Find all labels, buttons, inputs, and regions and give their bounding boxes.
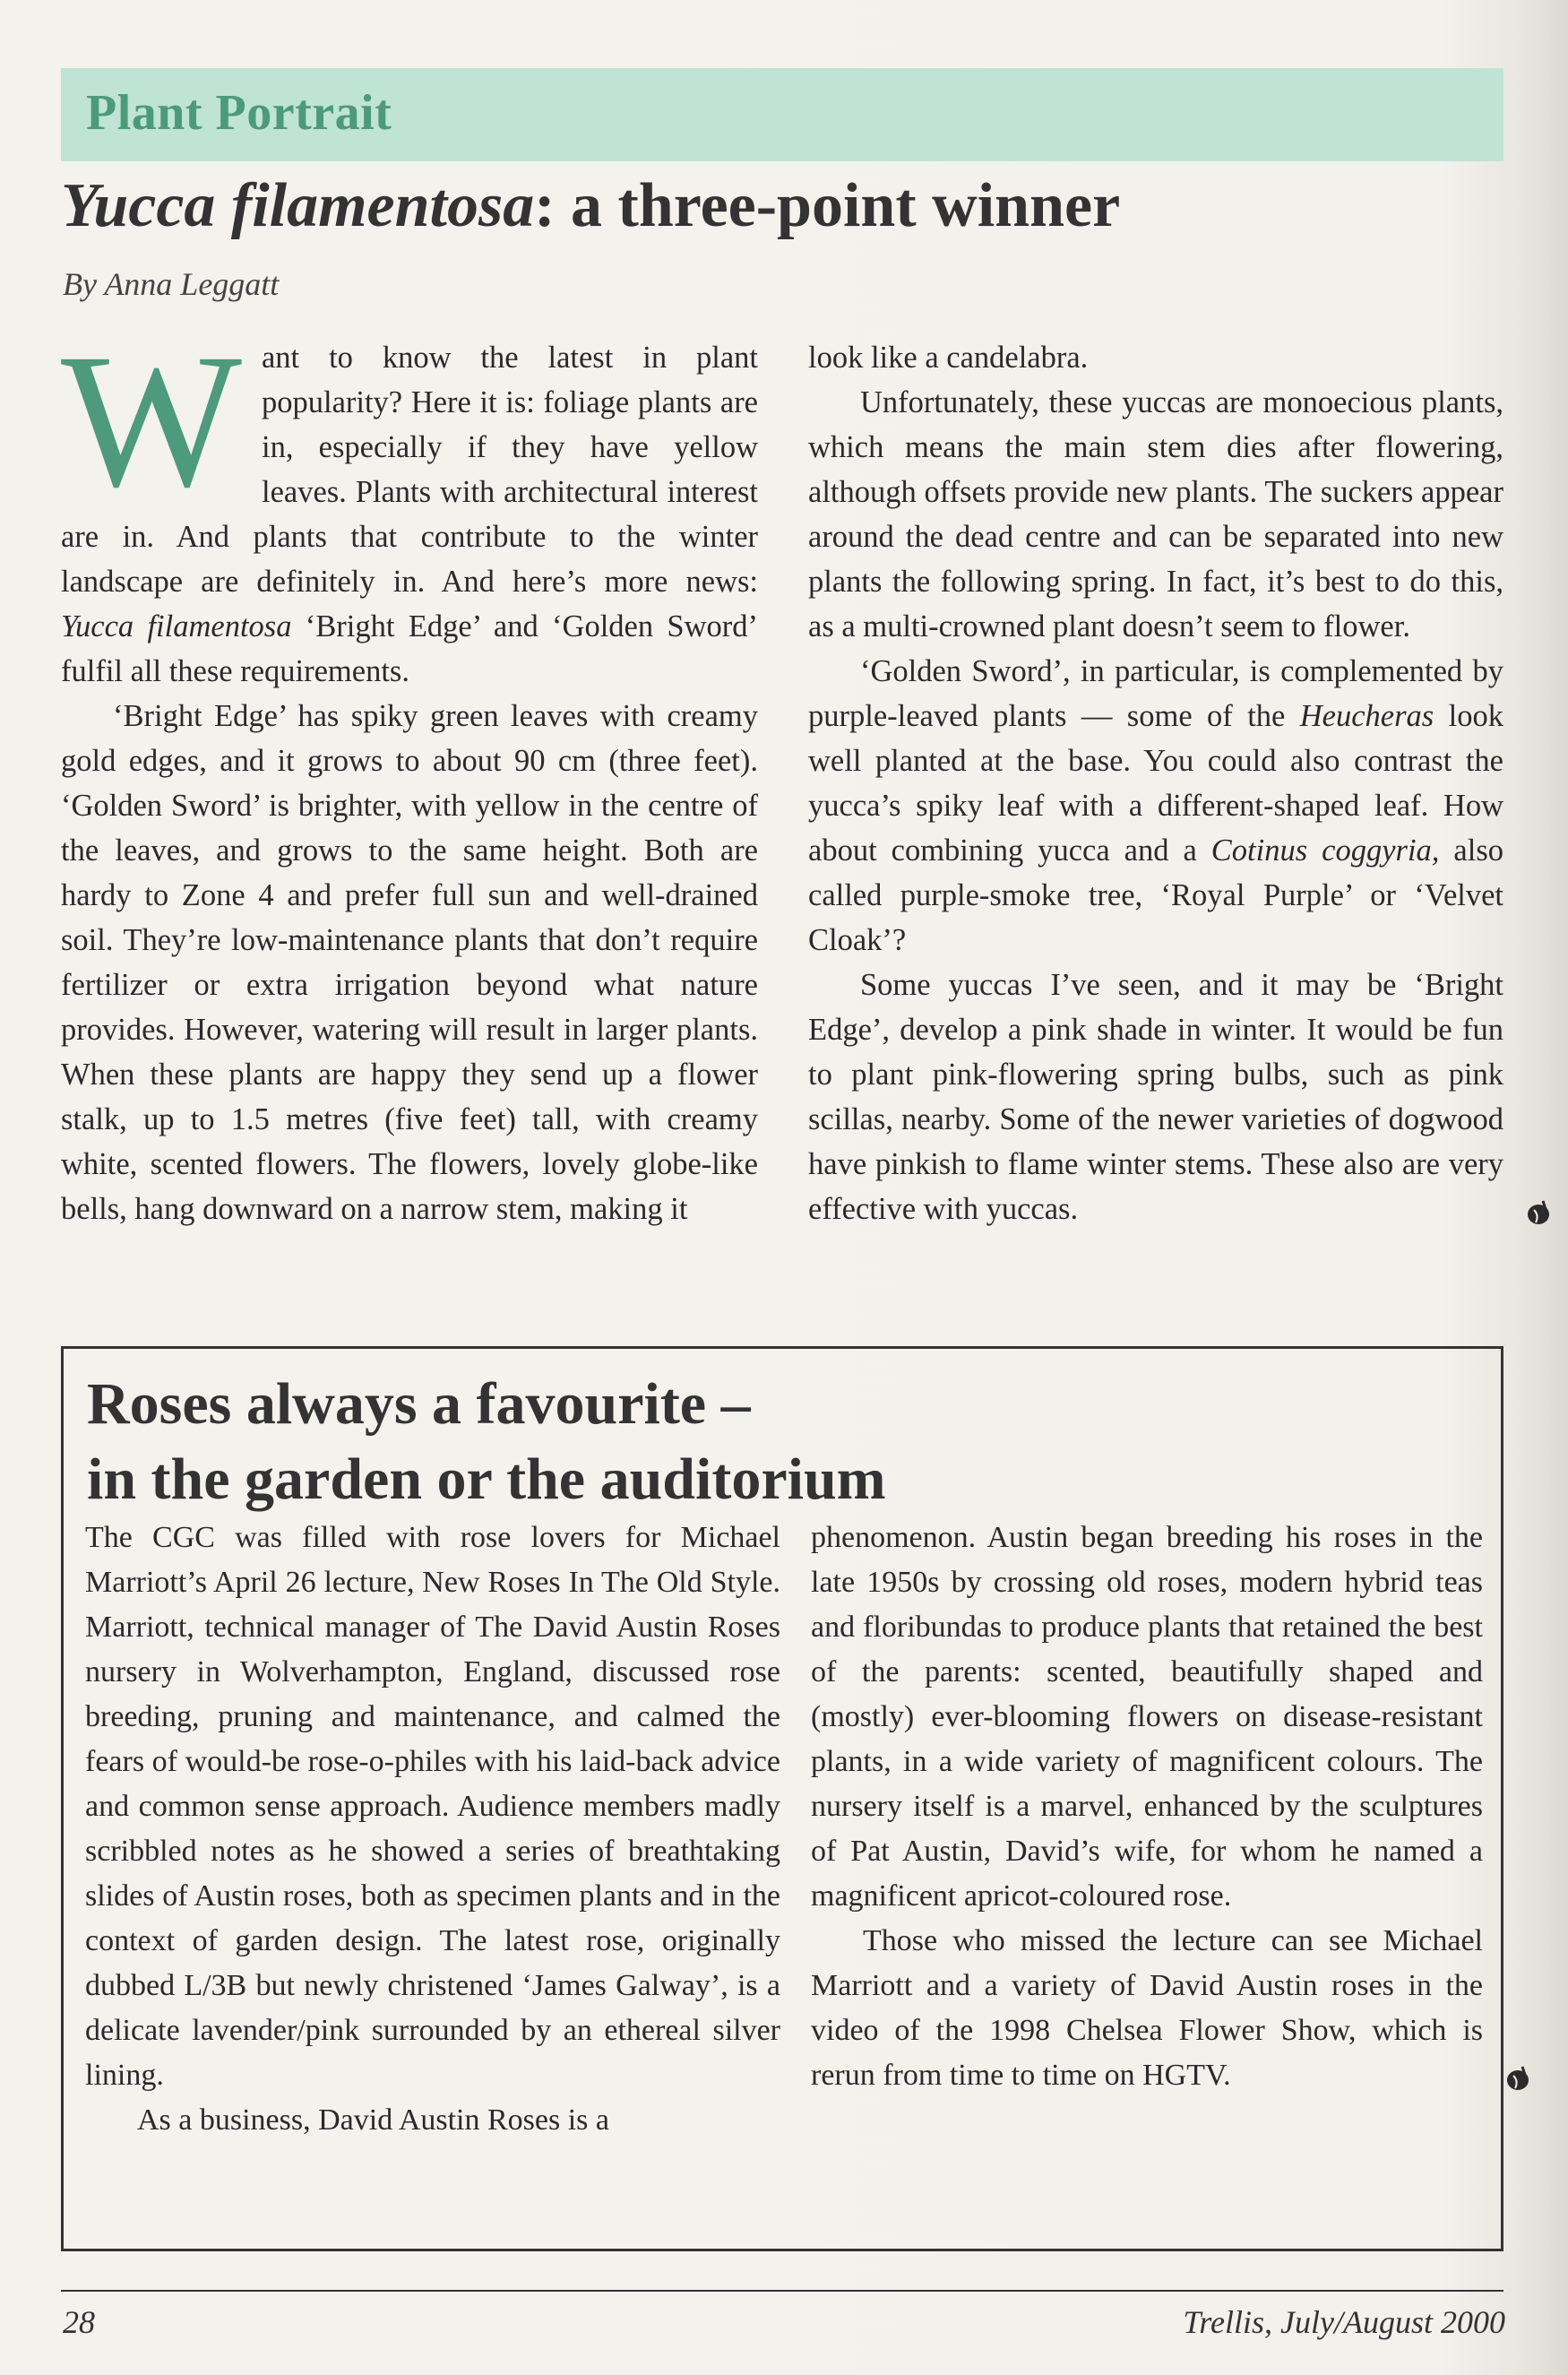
article-paragraph: Unfortunately, these yuccas are monoecious plants, which means the main stem dies after flowering, although offsets provide new plants. The suckers appear around the dead centre and can be separated into new plants the following spring. In fact, it’s best to do this, as a multi-crowned plant doesn’t seem to flower.: [808, 385, 1503, 643]
plant-name-italic: Heucheras: [1299, 699, 1434, 733]
sidebar-paragraph: The CGC was filled with rose lovers for Michael Marriott’s April 26 lecture, New Roses In The Old Style. Marriott, technical manager of The David Austin Roses nursery in Wolverhampton, England, discussed rose breeding, pruning and maintenance, and calmed the fears of would-be rose-o-philes with his laid-back advice and common sense approach. Audience members madly scribbled notes as he showed a series of breathtaking slides of Austin roses, both as specimen plants and in the context of garden design. The latest rose, originally dubbed L/3B but newly christened ‘James Galway’, is a delicate lavender/pink surrounded by an ethereal silver lining.: [85, 1521, 780, 2092]
paragraph-text: look well planted at the base. You could also contrast the yucca’s spiky leaf with a different-shaped leaf. How about combining yucca and a: [808, 699, 1503, 868]
sidebar-title-line: in the garden or the auditorium: [87, 1447, 886, 1512]
article-paragraph: [61, 315, 759, 694]
plant-name-italic: Yucca filamentosa: [61, 609, 292, 643]
sidebar-title-line: Roses always a favourite –: [87, 1371, 751, 1437]
leaf-end-icon: [1473, 1196, 1503, 1226]
page-number: 28: [63, 2304, 95, 2340]
paragraph-text: ‘Golden Sword’, in particular, is complemented by purple-leaved plants — some of the: [808, 654, 1503, 733]
section-banner: [61, 68, 1503, 161]
publication-info: Trellis, July/August 2000: [1183, 2304, 1505, 2340]
article-paragraph: look like a candelabra.: [808, 341, 1089, 375]
byline: By Anna Leggatt: [63, 266, 280, 302]
paragraph-text: ant to know the latest in plant popularity? Here it is: foliage plants are in, especially if they have yellow leaves. Plants with architectural interest are in. And plants that contribute to the winter landscape are definitely in. And here’s more news:: [61, 341, 758, 599]
paragraph-text: also called purple-smoke tree, ‘Royal Purple’ or ‘Velvet Cloak’?: [808, 833, 1503, 957]
sidebar-column-left: [85, 1516, 780, 2143]
sidebar-paragraph: As a business, David Austin Roses is a: [137, 2103, 609, 2137]
paragraph-text: ‘Bright Edge’ and ‘Golden Sword’ fulfil all these requirements.: [61, 609, 759, 688]
sidebar-title: [87, 1367, 1162, 1517]
article-paragraph: [808, 963, 1503, 1231]
sidebar-column-right: [811, 1516, 1483, 2098]
sidebar-box: [61, 1346, 1503, 2251]
leaf-end-icon: [1452, 2062, 1483, 2093]
article-paragraph: ‘Bright Edge’ has spiky green leaves with creamy gold edges, and it grows to about 90 cm (three feet). ‘Golden Sword’ is brighter, with yellow in the centre of the leaves, and grows to the same height. Both are hardy to Zone 4 and prefer full sun and well-drained soil. They’re low-maintenance plants that don’t require fertilizer or extra irrigation beyond what nature provides. However, watering will result in larger plants. When these plants are happy they send up a flower stalk, up to 1.5 metres (five feet) tall, with creamy white, scented flowers. The flowers, lovely globe-like bells, hang downward on a narrow stem, making it: [61, 699, 758, 1226]
article-column-right: [808, 335, 1503, 1231]
paragraph-text: Some yuccas I’ve seen, and it may be ‘Bright Edge’, develop a pink shade in winter. It would be fun to plant pink-flowering spring bulbs, such as pink scillas, nearby. Some of the newer varieties of dogwood have pinkish to flame winter stems. These also are very effective with yuccas.: [808, 968, 1503, 1226]
plant-name-italic: Cotinus coggyria,: [1210, 833, 1440, 868]
footer-rule: [61, 2290, 1503, 2292]
section-label: Plant Portrait: [86, 85, 392, 141]
sidebar-paragraph: [811, 1919, 1483, 2098]
drop-cap: W: [61, 315, 242, 527]
article-title-rest: : a three-point winner: [534, 171, 1121, 240]
article-paragraph: [808, 649, 1503, 963]
article-column-left: [61, 315, 759, 1231]
article-title: [61, 170, 1503, 242]
paragraph-text: Those who missed the lecture can see Michael Marriott and a variety of David Austin roses in the video of the 1998 Chelsea Flower Show, which is rerun from time to time on HGTV.: [811, 1924, 1483, 2092]
sidebar-paragraph: phenomenon. Austin began breeding his roses in the late 1950s by crossing old roses, modern hybrid teas and floribundas to produce plants that retained the best of the parents: scented, beautifully shaped and (mostly) ever-blooming flowers on disease-resistant plants, in a wide variety of magnificent colours. The nursery itself is a marvel, enhanced by the sculptures of Pat Austin, David’s wife, for whom he named a magnificent apricot-coloured rose.: [811, 1521, 1483, 1913]
article-title-italic: Yucca filamentosa: [61, 171, 535, 240]
